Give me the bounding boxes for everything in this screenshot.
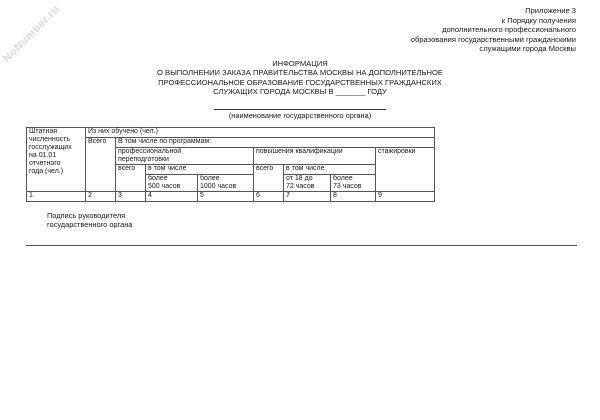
staff-header-line: численность	[29, 136, 71, 143]
heading-line: О ВЫПОЛНЕНИИ ЗАКАЗА ПРАВИТЕЛЬСТВА МОСКВЫ НА ДОПОЛНИТЕЛЬНОЕ	[157, 68, 443, 78]
over-500-line: более	[148, 175, 168, 182]
column-number-cell: 3	[116, 192, 146, 202]
signature-block	[47, 211, 132, 229]
over-73-line: 73 часов	[333, 183, 362, 190]
column-number-cell: 8	[331, 192, 376, 202]
trained-header-cell: Из них обучено (чел.)	[86, 128, 435, 138]
appendix-line: образования государственными гражданскими	[410, 34, 576, 44]
staff-count-header-cell	[27, 128, 86, 192]
signature-line: государственного органа	[47, 220, 133, 229]
over-1000-line: 1000 часов	[200, 183, 237, 190]
over-500-hours-cell	[146, 175, 198, 192]
over-500-line: 500 часов	[148, 183, 181, 190]
appendix-line: к Порядку получения	[501, 15, 576, 25]
column-number-cell: 1	[27, 192, 86, 202]
over-73-hours-cell	[331, 175, 376, 192]
column-number-cell: 4	[146, 192, 198, 202]
from-18-to-72-hours-cell	[284, 175, 331, 192]
over-1000-line: более	[200, 175, 220, 182]
column-number-cell: 2	[86, 192, 116, 202]
heading-line: СЛУЖАЩИХ ГОРОДА МОСКВЫ В _______ ГОДУ	[213, 87, 387, 97]
from-18-line: 72 часов	[286, 183, 315, 190]
qualification-header-cell: повышения квалификации	[254, 148, 376, 165]
qualification-including-cell: в том числе	[284, 165, 376, 175]
appendix-line: дополнительного профессионального	[442, 25, 576, 35]
document-heading	[120, 59, 480, 97]
from-18-line: от 18 до	[286, 175, 313, 182]
staff-header-line: госслужащих	[29, 144, 72, 151]
appendix-line: Приложение 3	[525, 6, 576, 15]
retraining-including-cell: в том числе	[146, 165, 254, 175]
prof-retraining-line: переподготовки	[118, 156, 169, 163]
over-73-line: более	[333, 175, 353, 182]
column-number-row	[27, 192, 435, 202]
org-name-line	[214, 109, 386, 110]
prof-retraining-line: профессиональной	[118, 148, 182, 155]
over-1000-hours-cell	[198, 175, 254, 192]
appendix-note	[411, 6, 576, 54]
internship-header-cell: стажировки	[376, 148, 435, 192]
heading-line: ПРОФЕССИОНАЛЬНОЕ ОБРАЗОВАНИЕ ГОСУДАРСТВЕННЫХ ГРАЖДАНСКИХ	[158, 77, 442, 87]
staff-header-line: на 01.01	[29, 152, 57, 159]
page-divider	[26, 245, 577, 246]
heading-title: ИНФОРМАЦИЯ	[272, 59, 328, 68]
signature-line: Подпись руководителя	[47, 211, 126, 220]
staff-header-line: отчетного	[29, 160, 61, 167]
appendix-line: служащими города Москвы	[479, 44, 576, 54]
total-trained-header-cell: Всего	[86, 138, 116, 192]
report-table	[26, 127, 435, 202]
watermark-text: NoNumber.ru	[0, 3, 63, 65]
column-number-cell: 5	[198, 192, 254, 202]
column-number-cell: 9	[376, 192, 435, 202]
staff-header-line: Штатная	[29, 128, 58, 135]
qualification-total-cell: всего	[254, 165, 284, 192]
staff-header-line: года (чел.)	[29, 168, 64, 175]
retraining-total-cell: всего	[116, 165, 146, 192]
prof-retraining-header-cell	[116, 148, 254, 165]
column-number-cell: 6	[254, 192, 284, 202]
org-name-caption: (наименование государственного органа)	[228, 111, 372, 120]
column-number-cell: 7	[284, 192, 331, 202]
programs-header-cell: В том числе по программам:	[116, 138, 435, 148]
